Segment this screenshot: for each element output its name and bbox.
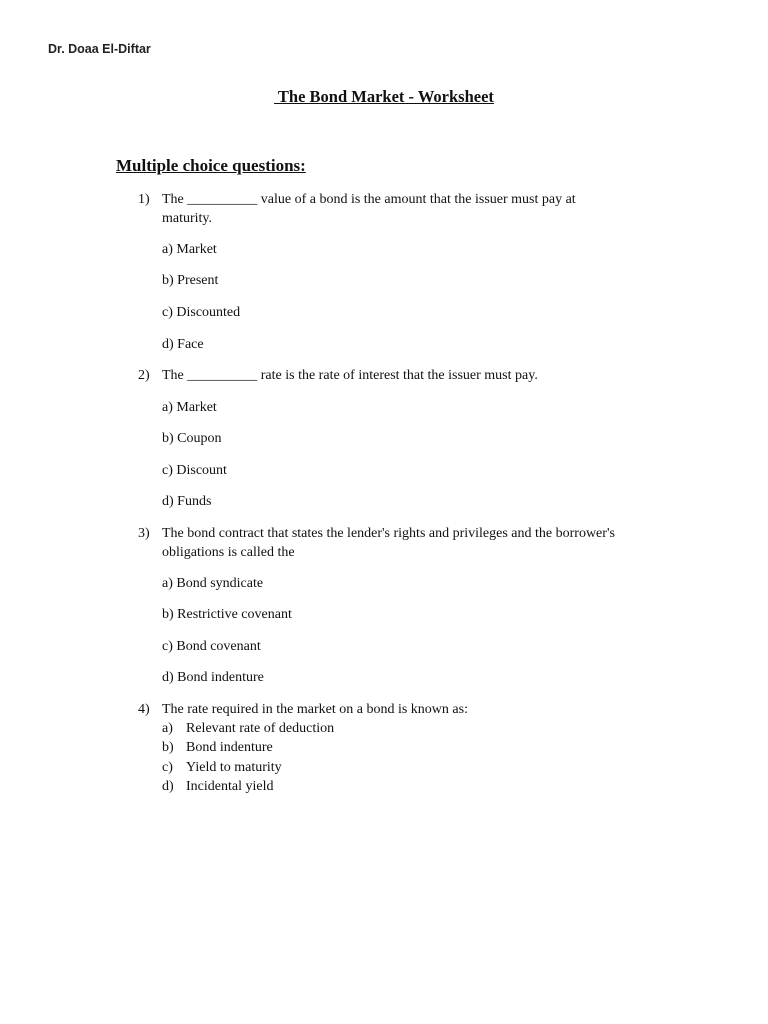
question-number: 2) — [138, 368, 150, 383]
option-letter: b) — [162, 740, 174, 755]
option-letter: d) — [162, 779, 174, 794]
option-letter: a) — [162, 721, 173, 736]
question-text: The bond contract that states the lender's rights and privileges and the borrower's obligations is called the — [162, 526, 615, 560]
question-4-option-c — [162, 758, 282, 777]
author-name: Dr. Doaa El-Diftar — [48, 42, 151, 56]
option-label: Relevant rate of deduction — [186, 721, 335, 736]
question-2-option-c: c) Discount — [162, 463, 227, 478]
page-title: The Bond Market - Worksheet — [274, 87, 494, 106]
question-2-option-b: b) Coupon — [162, 431, 222, 446]
question-4-option-d — [162, 777, 273, 796]
question-1-option-c: c) Discounted — [162, 305, 241, 320]
question-4-option-b — [162, 738, 273, 757]
option-label: Yield to maturity — [186, 760, 282, 775]
question-text: The rate required in the market on a bond is known as: — [162, 702, 468, 717]
question-3-option-a: a) Bond syndicate — [162, 576, 264, 591]
question-4-option-a — [162, 719, 334, 738]
question-1-option-a: a) Market — [162, 242, 217, 257]
question-3-option-b: b) Restrictive covenant — [162, 607, 292, 622]
option-label: Bond indenture — [186, 740, 273, 755]
section-heading: Multiple choice questions: — [116, 156, 306, 175]
option-label: Incidental yield — [186, 779, 274, 794]
question-text: The __________ rate is the rate of interest that the issuer must pay. — [162, 368, 538, 383]
option-letter: c) — [162, 760, 173, 775]
question-number: 1) — [138, 192, 150, 207]
question-1-option-b: b) Present — [162, 273, 219, 288]
question-2-option-d: d) Funds — [162, 494, 212, 509]
question-2-option-a: a) Market — [162, 400, 217, 415]
question-3-option-d: d) Bond indenture — [162, 670, 264, 685]
question-3-option-c: c) Bond covenant — [162, 639, 261, 654]
question-1-option-d: d) Face — [162, 337, 204, 352]
question-number: 4) — [138, 702, 150, 717]
question-text: The __________ value of a bond is the amount that the issuer must pay at maturity. — [162, 192, 576, 226]
question-number: 3) — [138, 526, 150, 541]
